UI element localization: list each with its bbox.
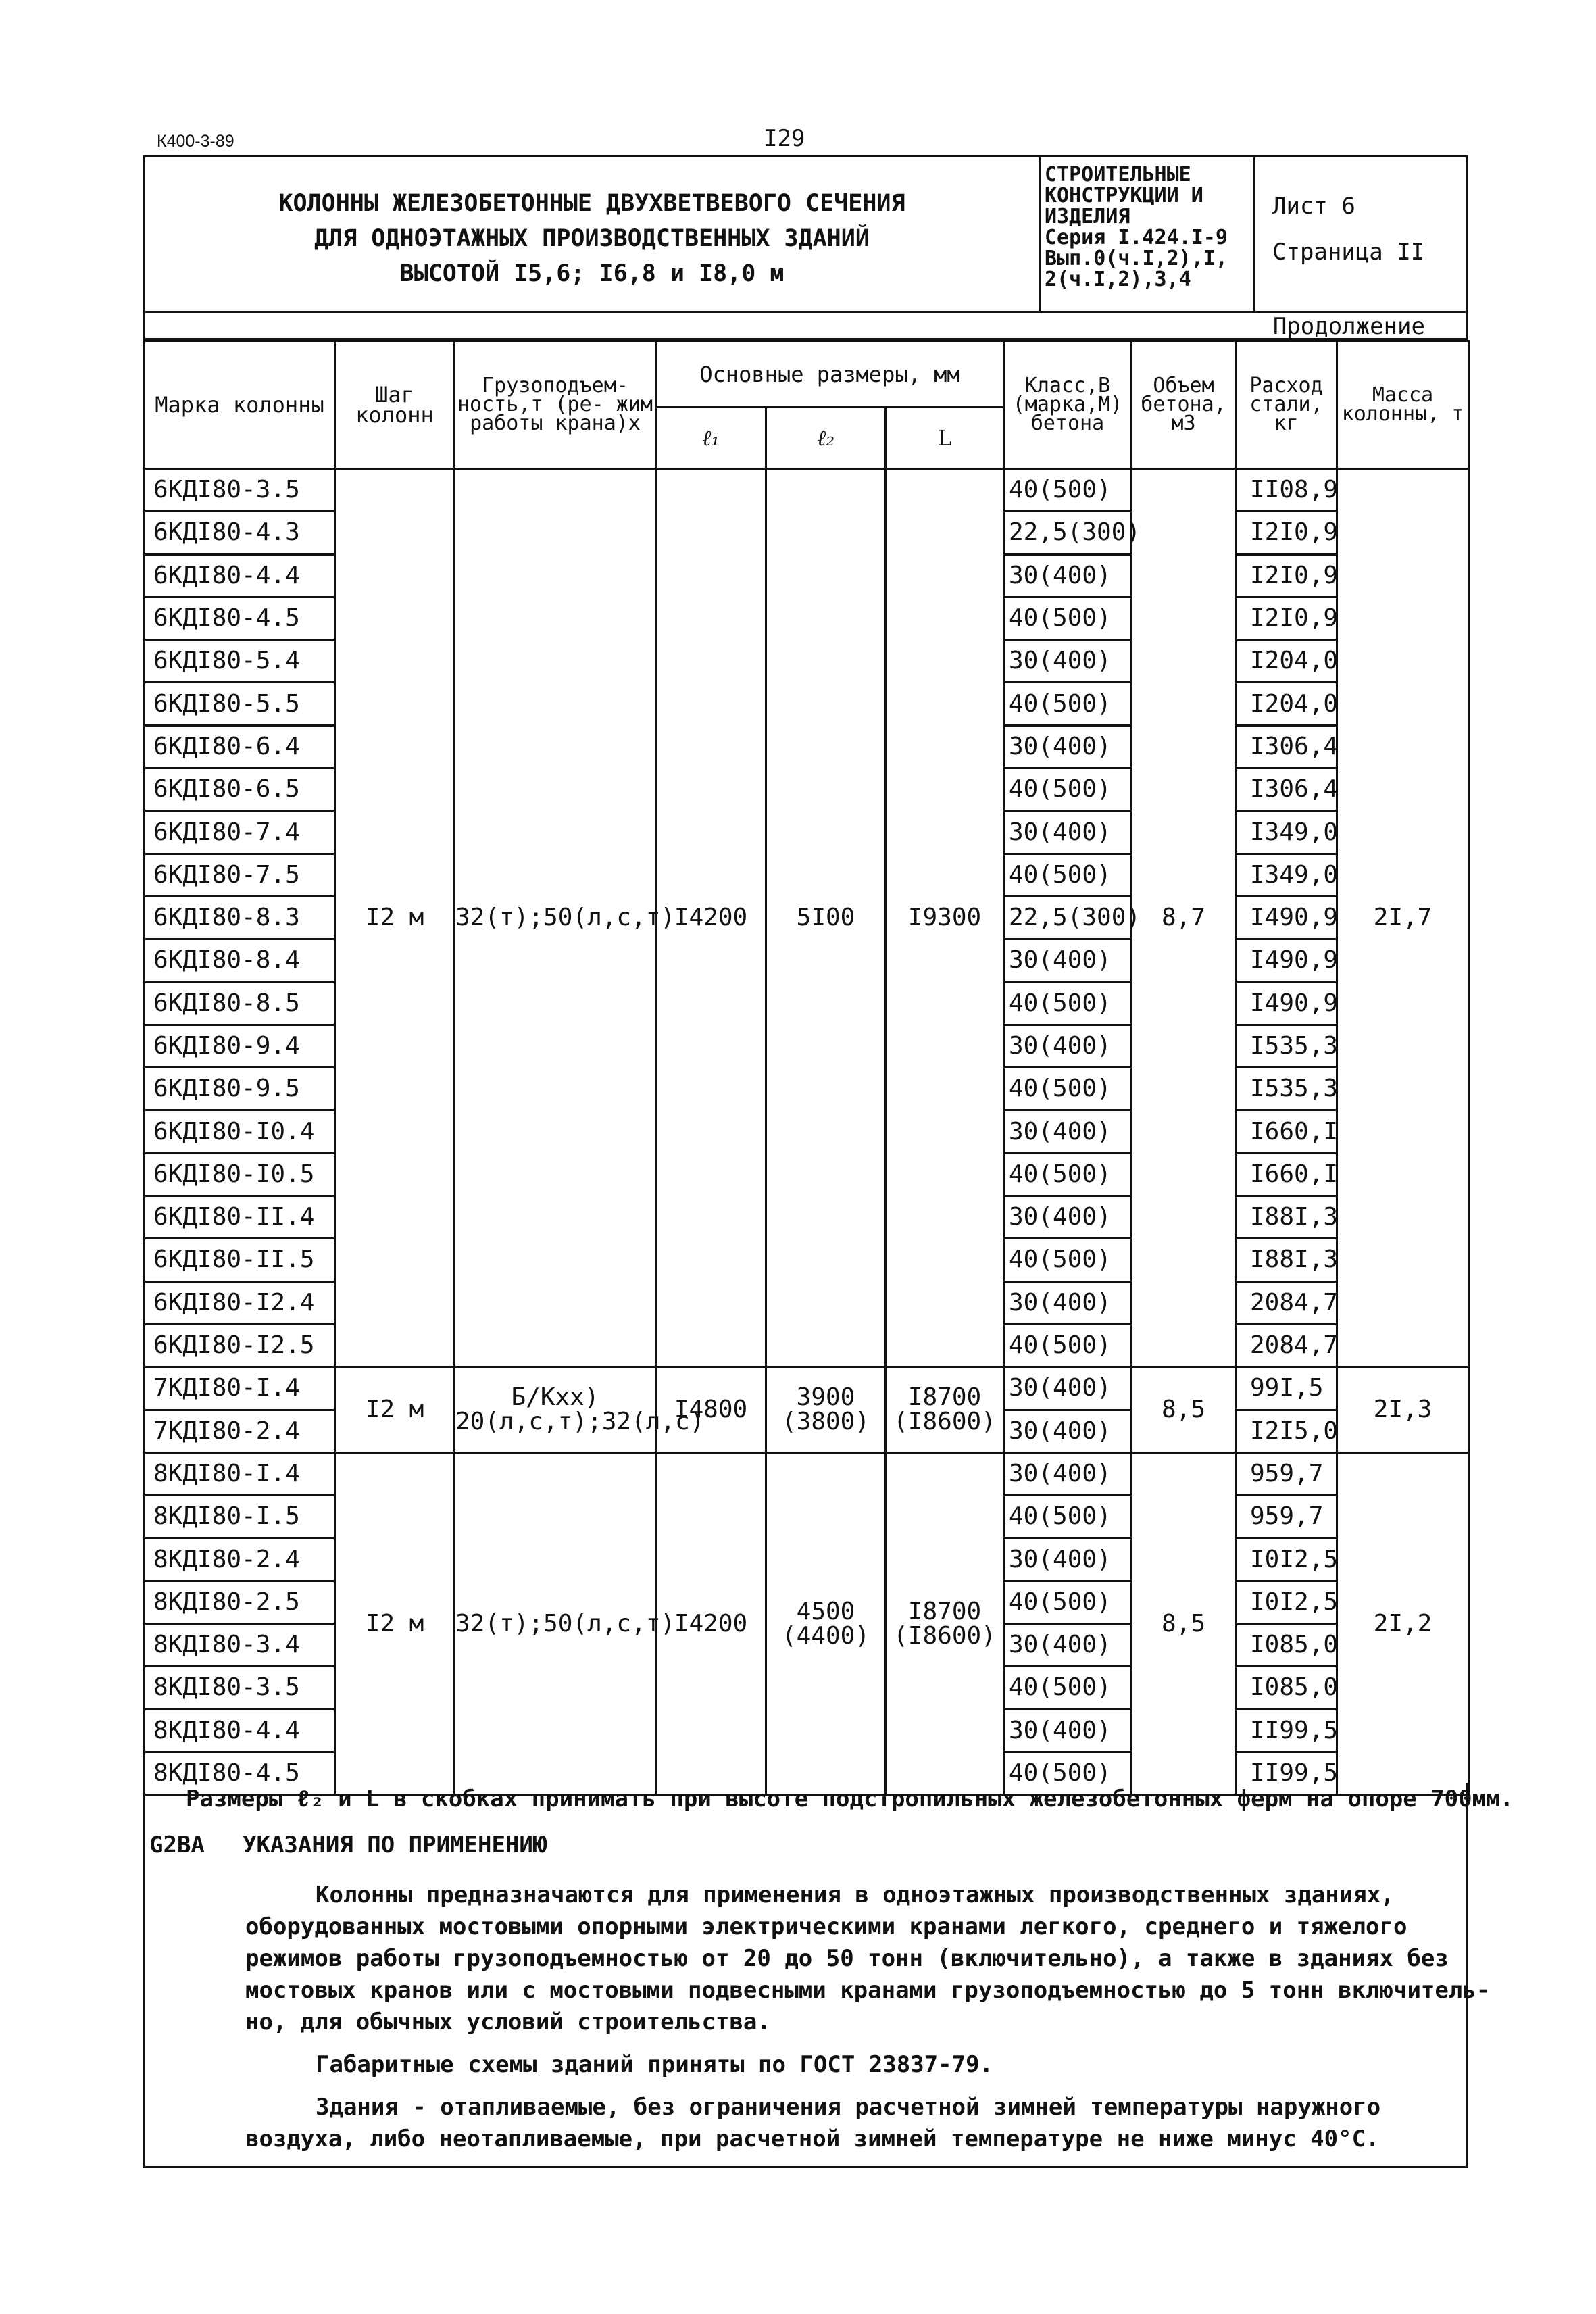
page-label: Страница II [1272,239,1425,266]
paragraph-line: Габаритные схемы зданий приняты по ГОСТ 23837-79. [316,2051,994,2078]
notes-heading: УКАЗАНИЯ ПО ПРИМЕНЕНИЮ [243,1831,547,1858]
document-title [145,157,1041,311]
concrete-class: 22,5(300) [1004,512,1132,554]
capacity-value: 32(т);50(л,с,т) [455,1609,676,1638]
column-mark: 6КДI80-3.5 [145,469,335,512]
continuation-row [143,313,1468,340]
series-line: СТРОИТЕЛЬНЫЕ [1045,163,1191,187]
page-number: I29 [764,125,805,152]
column-mark: 8КДI80-I.5 [145,1496,335,1538]
steel-consumption: I349,0 [1236,811,1337,854]
document-code: К400-3-89 [157,132,234,151]
steel-consumption: 99I,5 [1236,1367,1337,1410]
steel-consumption: II99,5 [1236,1709,1337,1752]
table-row [145,469,1469,512]
concrete-class: 30(400) [1004,1281,1132,1324]
dimension-l1: I4200 [656,469,766,1367]
paragraph-line: воздуха, либо неотапливаемые, при расчетной зимней температуре не ниже минус 40°С. [245,2125,1380,2152]
concrete-class: 30(400) [1004,1624,1132,1667]
column-mark: 6КДI80-9.4 [145,1025,335,1067]
dimension-alt-value: (3800) [781,1408,870,1436]
header-l2: ℓ₂ [766,408,886,469]
paragraph-line: оборудованных мостовыми опорными электрическими кранами легкого, среднего и тяжелого [245,1913,1407,1940]
column-mark: 6КДI80-4.3 [145,512,335,554]
header-dims: Основные размеры, мм [656,341,1004,408]
steel-consumption: I490,9 [1236,982,1337,1025]
dimension-alt-value: (I8600) [893,1621,996,1650]
steel-consumption: II99,5 [1236,1752,1337,1794]
steel-consumption: I2I0,9 [1236,554,1337,597]
series-info [1041,157,1255,311]
dimension-alt-value: (I8600) [893,1408,996,1436]
concrete-class: 30(400) [1004,1538,1132,1581]
concrete-class: 40(500) [1004,1068,1132,1110]
concrete-volume: 8,5 [1132,1367,1236,1453]
column-mark: 6КДI80-5.4 [145,640,335,683]
dimension-l1: I4800 [656,1367,766,1453]
dimension-L [886,469,1004,1367]
title-line: ВЫСОТОЙ I5,6; I6,8 и I8,0 м [399,260,784,287]
table-body [145,469,1469,1795]
capacity-value: 32(т);50(л,с,т) [455,904,676,932]
series-line: КОНСТРУКЦИИ И [1045,184,1203,207]
concrete-class: 30(400) [1004,1452,1132,1495]
concrete-class: 30(400) [1004,939,1132,982]
concrete-class: 40(500) [1004,1239,1132,1281]
steel-consumption: 959,7 [1236,1452,1337,1495]
concrete-volume: 8,5 [1132,1452,1236,1794]
column-mark: 6КДI80-II.5 [145,1239,335,1281]
header-L: L [886,408,1004,469]
series-line: ИЗДЕЛИЯ [1045,205,1130,228]
sheet-info [1255,157,1468,311]
column-mark: 6КДI80-I2.5 [145,1324,335,1367]
concrete-class: 40(500) [1004,1324,1132,1367]
dimension-l2 [766,1452,886,1794]
column-mark: 6КДI80-I2.4 [145,1281,335,1324]
column-mark: 8КДI80-4.5 [145,1752,335,1794]
steel-consumption: I085,0 [1236,1624,1337,1667]
concrete-class: 40(500) [1004,854,1132,896]
steel-consumption: I2I0,9 [1236,597,1337,639]
column-mark: 6КДI80-7.5 [145,854,335,896]
concrete-class: 30(400) [1004,1196,1132,1239]
steel-consumption: I2I0,9 [1236,512,1337,554]
column-mark: 6КДI80-I0.4 [145,1110,335,1153]
steel-consumption: I2I5,0 [1236,1410,1337,1452]
sheet-number: Лист 6 [1272,193,1355,220]
concrete-class: 30(400) [1004,554,1132,597]
paragraph-line: Здания - отапливаемые, без ограничения расчетной зимней температуры наружного [316,2094,1381,2121]
steel-consumption: I0I2,5 [1236,1538,1337,1581]
concrete-class: 30(400) [1004,725,1132,768]
steel-consumption: I660,I [1236,1153,1337,1196]
dimension-value: I8700 [907,1597,982,1625]
concrete-volume: 8,7 [1132,469,1236,1367]
dimension-value: I9300 [907,904,982,932]
column-capacity [455,1452,676,1794]
concrete-class: 30(400) [1004,811,1132,854]
concrete-class: 30(400) [1004,1110,1132,1153]
concrete-class: 40(500) [1004,1581,1132,1623]
steel-consumption: I085,0 [1236,1667,1337,1709]
concrete-class: 40(500) [1004,982,1132,1025]
header-volume: Объем бетона, м3 [1132,341,1236,469]
column-mark: 8КДI80-2.4 [145,1538,335,1581]
column-mark: 6КДI80-6.5 [145,768,335,811]
column-capacity [455,469,676,1367]
concrete-class: 30(400) [1004,1410,1132,1452]
series-line: Вып.0(ч.I,2),I, [1045,247,1228,270]
column-mark: 8КДI80-3.4 [145,1624,335,1667]
concrete-class: 40(500) [1004,469,1132,512]
column-mark: 6КДI80-7.4 [145,811,335,854]
dimension-L [886,1452,1004,1794]
column-mark: 6КДI80-4.5 [145,597,335,639]
dimension-l2 [766,469,886,1367]
header-steel: Расход стали, кг [1236,341,1337,469]
dimension-alt-value: (4400) [781,1621,870,1650]
column-step: I2 м [335,469,455,1367]
concrete-class: 40(500) [1004,1667,1132,1709]
table-row [145,1452,1469,1495]
steel-consumption: I88I,3 [1236,1239,1337,1281]
column-mass: 2I,7 [1337,469,1469,1367]
paragraph-line: режимов работы грузоподъемностью от 20 до 50 тонн (включительно), а также в зданиях без [245,1945,1449,1972]
title-line: ДЛЯ ОДНОЭТАЖНЫХ ПРОИЗВОДСТВЕННЫХ ЗДАНИЙ [314,225,870,252]
steel-consumption: I0I2,5 [1236,1581,1337,1623]
steel-consumption: I490,9 [1236,896,1337,939]
column-mark: 6КДI80-8.5 [145,982,335,1025]
column-mark: 6КДI80-II.4 [145,1196,335,1239]
columns-table [143,340,1470,1796]
column-mass: 2I,3 [1337,1367,1469,1453]
title-line: КОЛОННЫ ЖЕЛЕЗОБЕТОННЫЕ ДВУХВЕТВЕВОГО СЕЧЕНИЯ [278,190,905,217]
header-l1: ℓ₁ [656,408,766,469]
steel-consumption: I306,4 [1236,768,1337,811]
header-class: Класс,В (марка,М) бетона [1004,341,1132,469]
series-line: Серия I.424.I-9 [1045,226,1228,249]
concrete-class: 40(500) [1004,1752,1132,1794]
column-mark: 8КДI80-I.4 [145,1452,335,1495]
steel-consumption: II08,9 [1236,469,1337,512]
column-mass: 2I,2 [1337,1452,1469,1794]
column-mark: 6КДI80-6.4 [145,725,335,768]
concrete-class: 40(500) [1004,683,1132,725]
concrete-class: 22,5(300) [1004,896,1132,939]
series-line: 2(ч.I,2),3,4 [1045,268,1191,291]
capacity-note: Б/Кxx) [511,1383,599,1412]
column-mark: 8КДI80-4.4 [145,1709,335,1752]
concrete-class: 40(500) [1004,1496,1132,1538]
concrete-class: 40(500) [1004,768,1132,811]
concrete-class: 30(400) [1004,640,1132,683]
header-mass: Масса колонны, т [1337,341,1469,469]
dimension-value: 3900 [796,1383,855,1412]
dimension-L [886,1367,1004,1453]
column-step: I2 м [335,1367,455,1453]
concrete-class: 40(500) [1004,1153,1132,1196]
steel-consumption: 2084,7 [1236,1281,1337,1324]
notes-label: G2BA [149,1831,205,1858]
column-step: I2 м [335,1452,455,1794]
column-mark: 6КДI80-8.4 [145,939,335,982]
size-note: Размеры ℓ₂ и L в скобках принимать при высоте подстропильных железобетонных ферм на опоре 700мм. [186,1786,1514,1813]
column-mark: 6КДI80-4.4 [145,554,335,597]
steel-consumption: I535,3 [1236,1025,1337,1067]
steel-consumption: I490,9 [1236,939,1337,982]
column-mark: 7КДI80-2.4 [145,1410,335,1452]
steel-consumption: I535,3 [1236,1068,1337,1110]
header-mark: Марка колонны [145,341,335,469]
column-mark: 6КДI80-5.5 [145,683,335,725]
dimension-l1: I4200 [656,1452,766,1794]
continuation-label: Продолжение [1272,313,1425,340]
concrete-class: 30(400) [1004,1709,1132,1752]
steel-consumption: I204,0 [1236,640,1337,683]
header-step: Шаг колонн [335,341,455,469]
table-row [145,1367,1469,1410]
steel-consumption: 959,7 [1236,1496,1337,1538]
concrete-class: 30(400) [1004,1367,1132,1410]
header-capacity: Грузоподъем- ность,т (ре- жим работы крана)x [455,341,656,469]
concrete-class: 40(500) [1004,597,1132,639]
steel-consumption: I204,0 [1236,683,1337,725]
steel-consumption: I660,I [1236,1110,1337,1153]
steel-consumption: 2084,7 [1236,1324,1337,1367]
dimension-value: 5I00 [796,904,855,932]
concrete-class: 30(400) [1004,1025,1132,1067]
title-block [143,155,1468,313]
dimension-value: I8700 [907,1383,982,1412]
steel-consumption: I349,0 [1236,854,1337,896]
paragraph-line: мостовых кранов или с мостовыми подвесными кранами грузоподъемностью до 5 тонн включитель- [245,1977,1491,2004]
dimension-value: 4500 [796,1597,855,1625]
paragraph-line: Колонны предназначаются для применения в одноэтажных производственных зданиях, [316,1881,1395,1909]
capacity-value: 20(л,с,т);32(л,с) [455,1408,705,1436]
dimension-l2 [766,1367,886,1453]
steel-consumption: I88I,3 [1236,1196,1337,1239]
notes-section [143,1783,1514,2168]
column-mark: 6КДI80-8.3 [145,896,335,939]
column-capacity [455,1367,705,1453]
column-mark: 8КДI80-3.5 [145,1667,335,1709]
column-mark: 8КДI80-2.5 [145,1581,335,1623]
column-mark: 6КДI80-9.5 [145,1068,335,1110]
column-mark: 7КДI80-I.4 [145,1367,335,1410]
paragraph-line: но, для обычных условий строительства. [245,2009,771,2036]
steel-consumption: I306,4 [1236,725,1337,768]
column-mark: 6КДI80-I0.5 [145,1153,335,1196]
